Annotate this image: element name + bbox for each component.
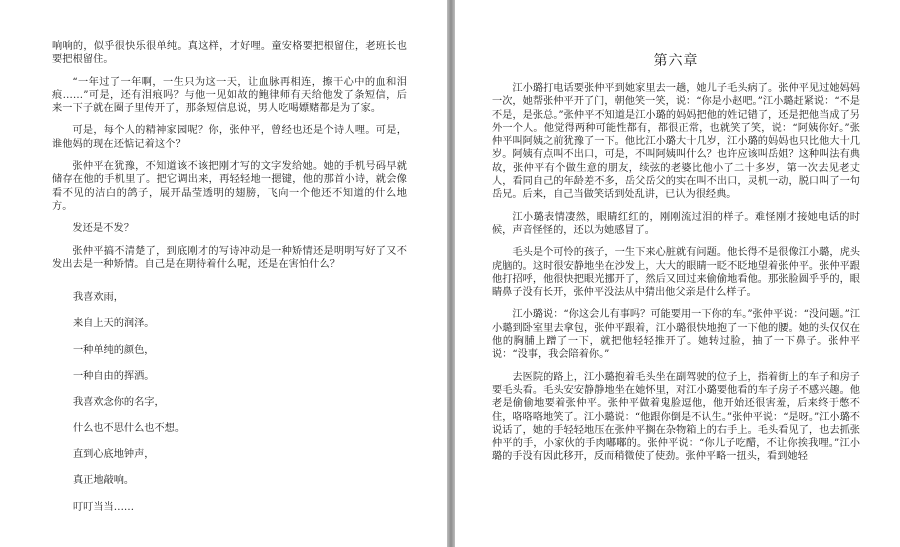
poem-line: 一种单纯的颜色， [73, 344, 155, 356]
left-page-body [52, 40, 407, 271]
poem-line: 我喜欢念你的名字， [73, 396, 165, 408]
left-page [0, 0, 447, 547]
poem [52, 291, 407, 514]
poem-line: 真正地敲响。 [73, 475, 135, 487]
paragraph: 张仲平搞不清楚了，到底刚才的写诗冲动是一种矫情还是明明写好了又不发出去是一种矫情。自己是在期待着什么呢，还是在害怕什么？ [52, 245, 407, 270]
chapter-title: 第六章 [653, 53, 699, 69]
paragraph: 发还是不发？ [72, 223, 135, 235]
poem-line: 我喜欢雨， [73, 292, 124, 304]
paragraph: “一年过了一年啊，一生只为这一天，让血脉再相连，擦干心中的血和泪痕……”可是，还有泪痕吗？与他一见如故的鲍律师有天给他发了条短信，后来一下子就在圈子里传开了，那条短信息说，男人吃喝嫖赌都是为了家。 [52, 76, 407, 115]
poem-line: 直到心底地钟声， [73, 449, 155, 461]
paragraph: 江小璐打电话要张仲平到她家里去一趟，她儿子毛头病了。张仲平见过她妈妈一次，她帮张仲平开了门，朝他笑一笑，说：“你是小赵吧。”江小璐赶紧说：“不是不是，是张总。”张仲平不知道是江小璐的妈妈把他的姓记错了，还是把他当成了另外一个人。他觉得两种可能性都有，都很正常，也就笑了笑，说：“阿姨你好。”张仲平叫阿姨之前犹豫了一下。他比江小璐大十几岁，江小璐的妈妈也只比他大十几岁。阿姨有点叫不出口，可是，不叫阿姨叫什么？也许应该叫岳姐？这种叫法有典故，张仲平有个做生意的朋友，续弦的老婆比他小了二十多岁，第一次去见老丈人，看同自己的年龄差不多，岳父岳父的实在叫不出口，灵机一动，脱口叫了一句岳兄。后来，自己当做笑话到处乱讲，已认为很经典。 [492, 83, 860, 201]
page-spread-divider [447, 0, 455, 547]
paragraph: 江小璐说：“你这会儿有事吗？可能要用一下你的车。”张仲平说：“没问题。”江小璐到卧室里去拿包，张仲平跟着，江小璐很快地抱了一下他的腰。她的头仅仅在他的胸脯上蹭了一下，就把他轻轻推开了。她转过脸，抽了一下鼻子。张仲平说：“没事，我会陪着你。” [492, 309, 860, 361]
right-page [455, 0, 900, 547]
right-page-body [492, 82, 860, 464]
paragraph: 去医院的路上，江小璐抱着毛头坐在副驾驶的位子上，指着街上的车子和房子要毛头看。毛头安安静静地坐在她怀里，对江小璐要他看的车子房子不感兴趣。他老是偷偷地要着张仲平。张仲平做着鬼脸逗他，他开始还很害羞，后来终于憋不住，咯咯咯地笑了。江小璐说：“他跟你倒是不认生。”张仲平说：“是呀。”江小璐不说话了，她的手轻轻地压在张仲平搁在杂物箱上的右手上。毛头看见了，也去抓张仲平的手，小家伙的手肉嘟嘟的。张仲平说：“你儿子吃醋，不让你挨我哩。”江小璐的手没有因此移开，反而稍微使了使劲。张仲平略一扭头，看到她轻 [492, 371, 860, 463]
poem-line: 一种自由的挥洒。 [73, 370, 155, 382]
paragraph: 江小璐表情凄然，眼睛红红的，刚刚流过泪的样子。难怪刚才接她电话的时候，声音怪怪的，还以为她感冒了。 [492, 211, 860, 236]
poem-line: 来自上天的润泽。 [73, 318, 155, 330]
paragraph: 张仲平在犹豫，不知道该不该把刚才写的文字发给她。她的手机号码早就储存在他的手机里了。把它调出来，再轻轻地一摁键，他的那首小诗，就会像看不见的洁白的鸽子，展开晶莹透明的翅膀，飞向一个他还不知道的什么地方。 [52, 161, 407, 212]
paragraph: 响响的，似乎很快乐很单纯。真这样，才好哩。童安格要把根留住，老班长也要把根留住。 [52, 41, 407, 66]
paragraph: 可是，每个人的精神家园呢？你，张仲平，曾经也还是个诗人哩。可是，谁他妈的现在还惦记着这个？ [52, 125, 407, 150]
poem-line: 什么也不思什么也不想。 [73, 423, 186, 435]
poem-line: 叮叮当当…… [73, 501, 135, 513]
paragraph: 毛头是个可怜的孩子，一生下来心脏就有问题。他长得不是很像江小璐，虎头虎脑的。这时很安静地坐在沙发上，大大的眼睛一眨不眨地望着张仲平。张仲平跟他打招呼，他很快把眼光挪开了，然后又回过来偷偷地看他。那张脸圆乎乎的，眼睛鼻子没有长开，张仲平没法从中猜出他父亲是什么样子。 [492, 247, 860, 299]
